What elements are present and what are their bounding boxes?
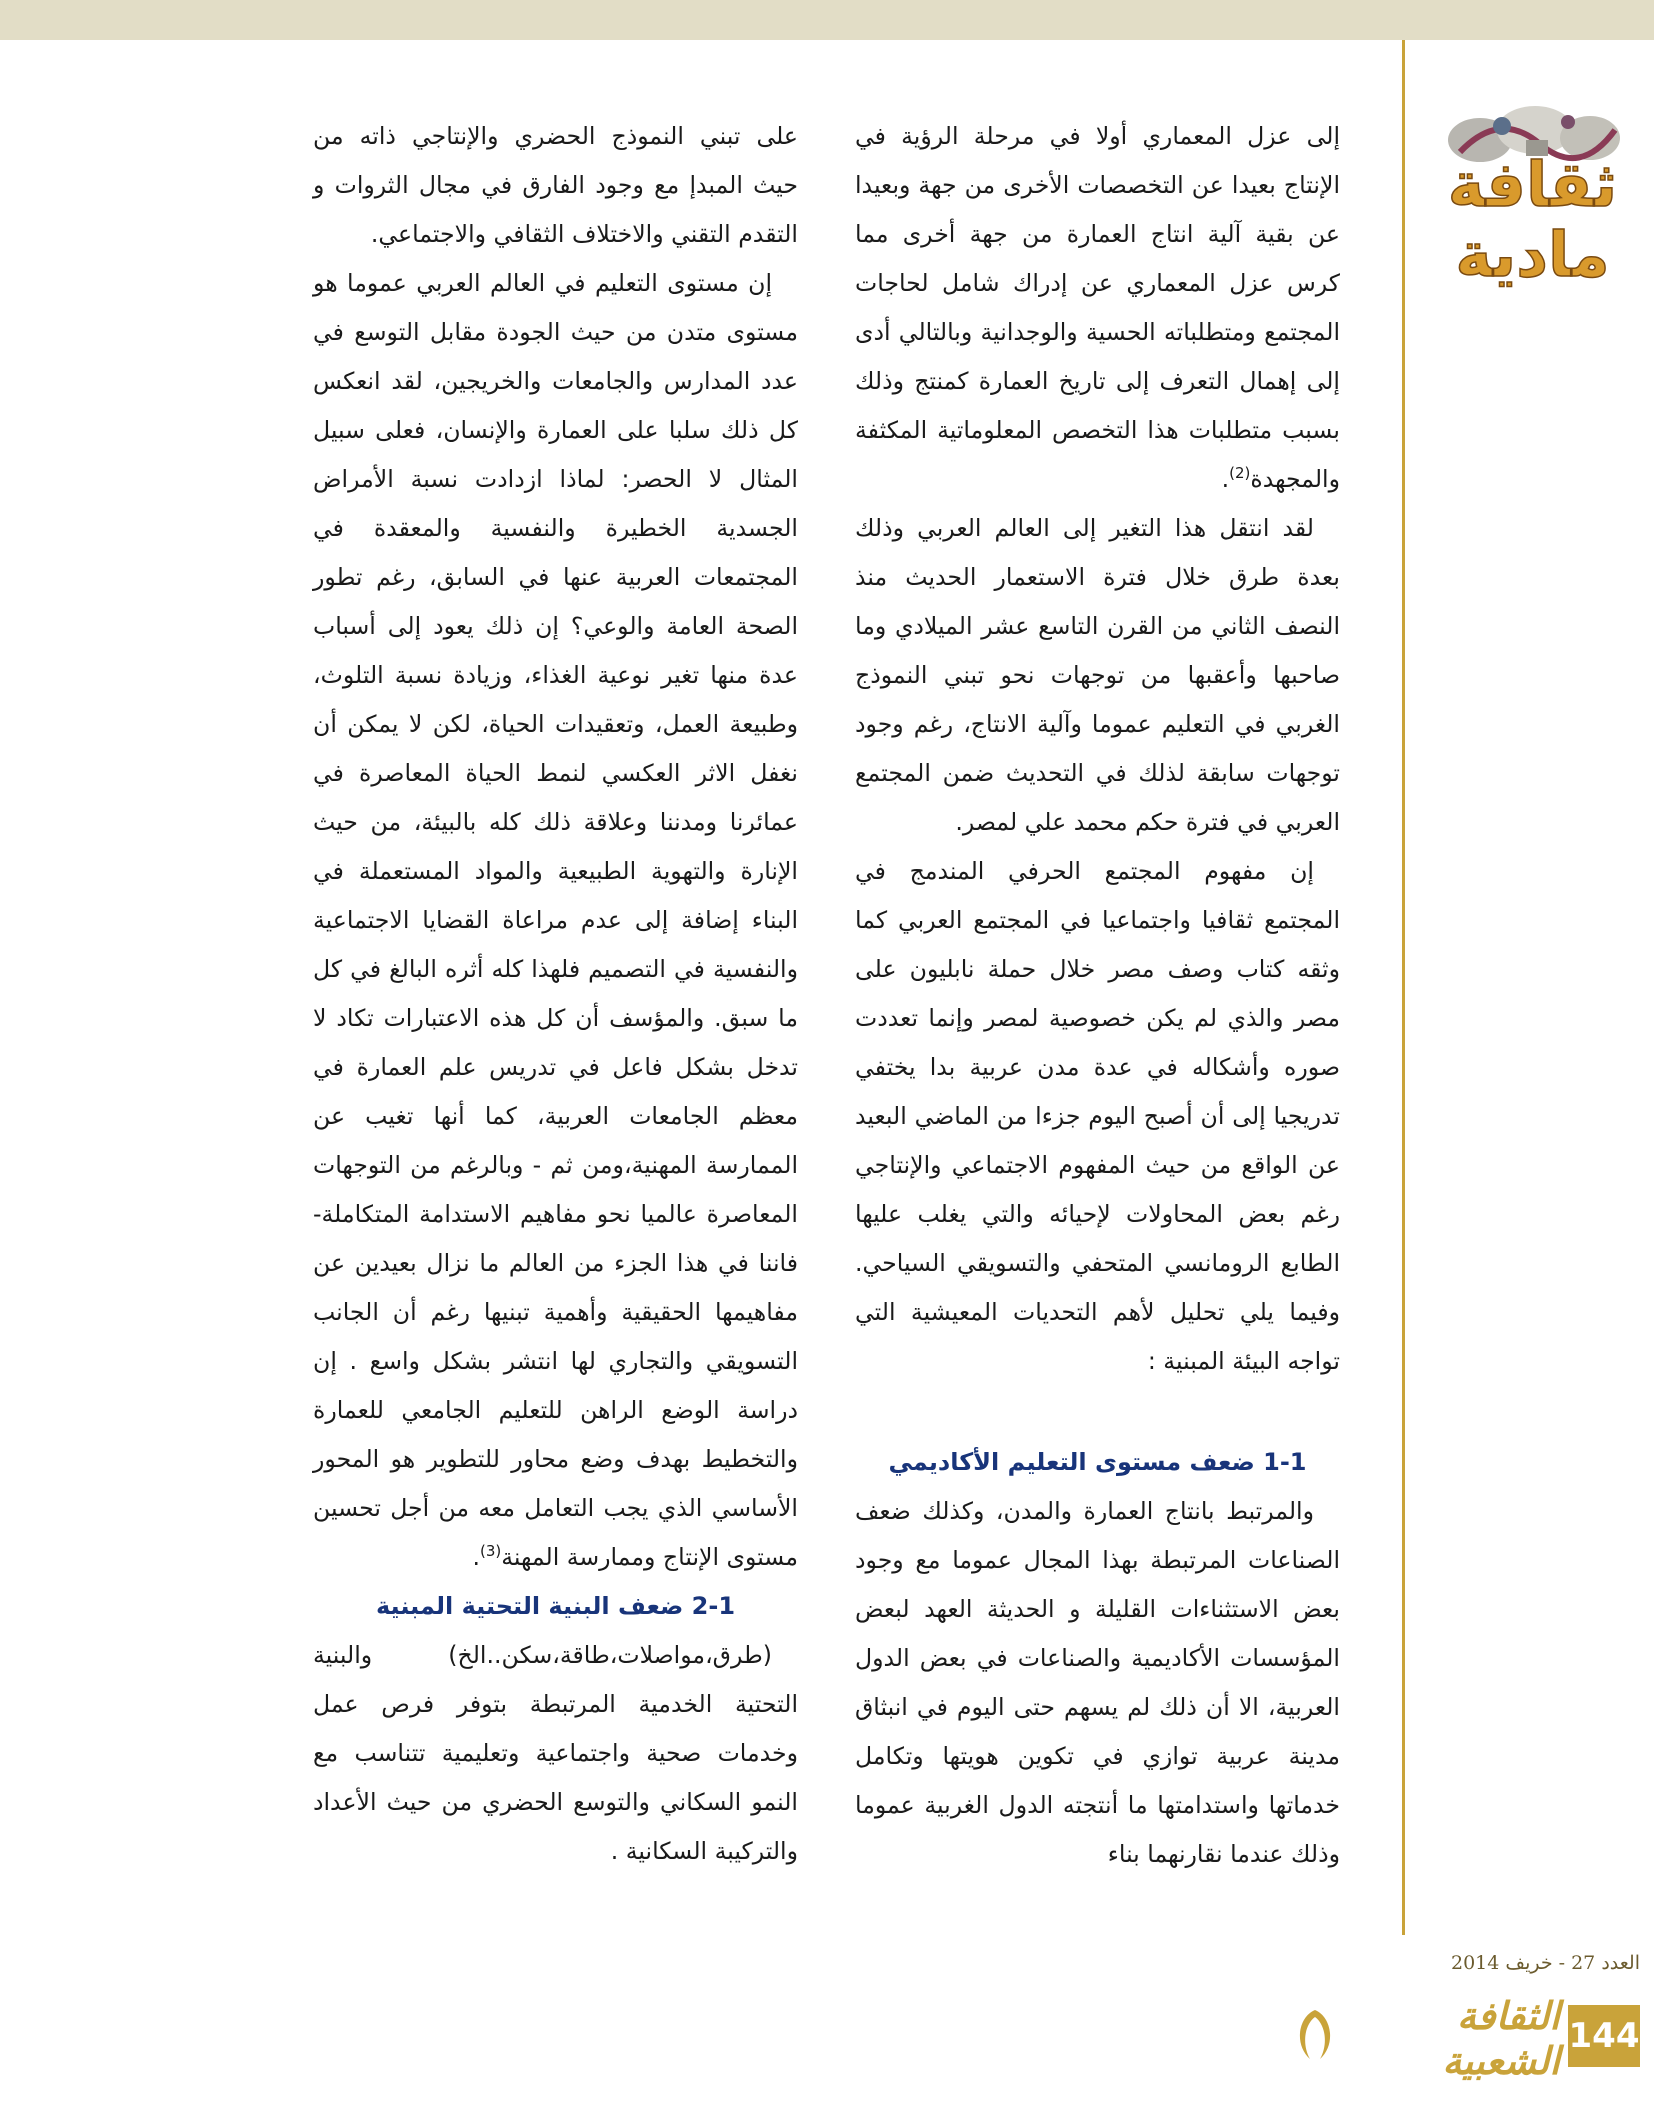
page-footer [1295, 1950, 1640, 2100]
paragraph: على تبني النموذج الحضري والإنتاجي ذاته من حيث المبدإ مع وجود الفارق في مجال الثروات و التقدم التقني والاختلاف الثقافي والاجتماعي. [313, 122, 798, 248]
page-number: 144 [1568, 2005, 1640, 2067]
spacer [855, 1386, 1340, 1438]
paragraph-text: إن مستوى التعليم في العالم العربي عموما هو مستوى متدن من حيث الجودة مقابل التوسع في عدد المدارس والجامعات والخريجين، لقد انعكس كل ذلك سلبا على العمارة والإنسان، فعلى سبيل المثال لا الحصر: لماذا ازدادت نسبة الأمراض الجسدية الخطيرة والنفسية والمعقدة في المجتمعات العربية عنها في السابق، رغم تطور الصحة العامة والوعي؟ إن ذلك يعود إلى أسباب عدة منها تغير نوعية الغذاء، وزيادة نسبة التلوث، وطبيعة العمل، وتعقيدات الحياة، لكن لا يمكن أن نغفل الاثر العكسي لنمط الحياة المعاصرة في عمائرنا ومدننا وعلاقة ذلك كله بالبيئة، من حيث الإنارة والتهوية الطبيعية والمواد المستعملة في البناء إضافة إلى عدم مراعاة القضايا الاجتماعية والنفسية في التصميم فلهذا كله أثره البالغ في كل ما سبق. والمؤسف أن كل هذه الاعتبارات تكاد لا تدخل بشكل فاعل في تدريس علم العمارة في معظم الجامعات العربية، كما أنها تغيب عن الممارسة المهنية،ومن ثم - وبالرغم من التوجهات المعاصرة عالميا نحو مفاهيم الاستدامة المتكاملة- فاننا في هذا الجزء من العالم ما نزال بعيدين عن مفاهيمها الحقيقية وأهمية تبنيها رغم أن الجانب التسويقي والتجاري لها انتشر بشكل واسع . إن دراسة الوضع الراهن للتعليم الجامعي للعمارة والتخطيط بهدف وضع محاور للتطوير هو المحور الأساسي الذي يجب التعامل معه من أجل تحسين مستوى الإنتاج وممارسة المهنة [313, 269, 798, 1571]
issue-info: العدد 27 - خريف 2014 [1451, 1952, 1640, 1974]
logo-word-material: مادية [1455, 218, 1610, 291]
section-heading: 2-1 ضعف البنية التحتية المبنية [375, 1592, 736, 1620]
paragraph-text: إلى عزل المعماري أولا في مرحلة الرؤية في الإنتاج بعيدا عن التخصصات الأخرى من جهة وبعيدا عن بقية آلية انتاج العمارة من جهة أخرى مما كرس عزل المعماري عن إدراك شامل لحاجات المجتمع ومتطلباته الحسية والوجدانية وبالتالي أدى إلى إهمال التعرف إلى تاريخ العمارة كمنتج وذلك بسبب متطلبات هذا التخصص المعلوماتية المكثفة والمجهدة [855, 122, 1340, 493]
top-band [0, 0, 1654, 40]
paragraph [855, 112, 1340, 504]
paragraph: لقد انتقل هذا التغير إلى العالم العربي وذلك بعدة طرق خلال فترة الاستعمار الحديث منذ النصف الثاني من القرن التاسع عشر الميلادي وما صاحبها وأعقبها من توجهات نحو تبني النموذج الغربي في التعليم عموما وآلية الانتاج، رغم وجود توجهات سابقة لذلك في التحديث ضمن المجتمع العربي في فترة حكم محمد علي لمصر. [855, 514, 1340, 836]
publication-name: الثقافة الشعبية [1442, 1993, 1560, 2083]
footnote-ref: (2) [1229, 464, 1251, 483]
article-column-right [855, 112, 1340, 1879]
section-logo [1425, 100, 1640, 300]
paragraph: إن مفهوم المجتمع الحرفي المندمج في المجتمع ثقافيا واجتماعيا في المجتمع العربي كما وثقه كتاب وصف مصر خلال حملة نابليون على مصر والذي لم يكن خصوصية لمصر وإنما تعددت صوره وأشكاله في عدة مدن عربية بدا يختفي تدريجيا إلى أن أصبح اليوم جزءا من الماضي البعيد عن الواقع من حيث المفهوم الاجتماعي والإنتاجي رغم بعض المحاولات لإحيائه والتي يغلب عليها الطابع الرومانسي المتحفي والتسويقي السياحي. وفيما يلي تحليل لأهم التحديات المعيشية التي تواجه البيئة المبنية : [855, 857, 1340, 1375]
paragraph: والمرتبط بانتاج العمارة والمدن، وكذلك ضعف الصناعات المرتبطة بهذا المجال عموما مع وجود بعض الاستثناءات القليلة و الحديثة العهد لبعض المؤسسات الأكاديمية والصناعات في بعض الدول العربية، الا أن ذلك لم يسهم حتى اليوم في انبثاق مدينة عربية توازي في تكوين هويتها وتكامل خدماتها واستدامتها ما أنتجته الدول الغربية عموما وذلك عندما نقارنهما بناء [855, 1497, 1340, 1868]
article-column-left [313, 112, 798, 1876]
column-divider-rule [1402, 40, 1405, 1935]
logo-word-culture: ثقافة [1447, 148, 1618, 221]
section-heading: 1-1 ضعف مستوى التعليم الأكاديمي [888, 1448, 1307, 1476]
paragraph [313, 259, 798, 1582]
paragraph-end: . [1221, 465, 1230, 493]
paragraph: (طرق،مواصلات،طاقة،سكن..الخ) والبنية التحتية الخدمية المرتبطة بتوفر فرص عمل وخدمات صحية واجتماعية وتعليمية تتناسب مع النمو السكاني والتوسع الحضري من حيث الأعداد والتركيبة السكانية . [313, 1641, 798, 1865]
footnote-ref: (3) [479, 1542, 502, 1561]
paragraph-end: . [472, 1543, 480, 1571]
